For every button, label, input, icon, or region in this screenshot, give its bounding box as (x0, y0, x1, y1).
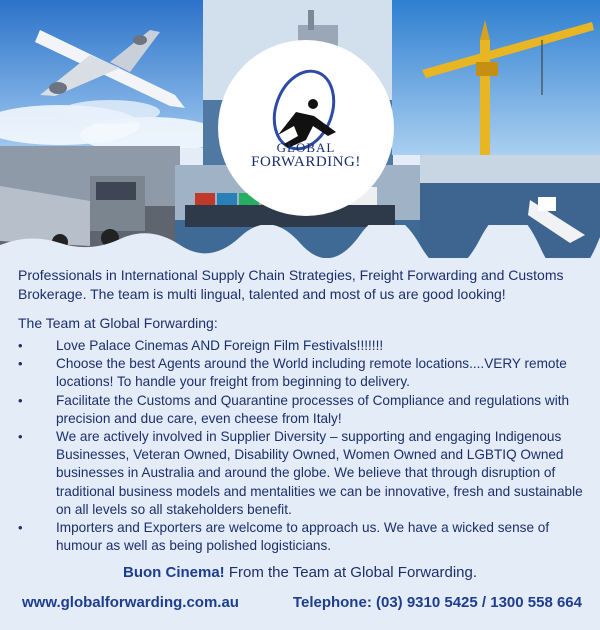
logo-text-bottom: FORWARDING! (251, 154, 361, 170)
closing-rest: From the Team at Global Forwarding. (224, 564, 477, 581)
intro-paragraph: Professionals in International Supply Chain Strategies, Freight Forwarding and Customs Brokerage. The team is multi lingual, talented and most of us are good looking! (18, 267, 564, 302)
website-link[interactable]: www.globalforwarding.com.au (22, 594, 239, 611)
list-item (18, 392, 584, 428)
closing-bold: Buon Cinema! (123, 564, 225, 581)
airplane-photo (0, 0, 205, 148)
list-item-text: We are actively involved in Supplier Diversity – supporting and engaging Indigenous Businesses, Veteran Owned, Disability Owned, Women Owned and LGBTIQ Owned businesses in Australia and around the globe. We believe that through disruption of traditional business models and mentalities we can be innovative, fresh and sustainable on all levels so all stakeholders benefit. (56, 429, 583, 517)
footer (22, 594, 582, 611)
photo-collage (0, 0, 600, 258)
list-item-text: Love Palace Cinemas AND Foreign Film Festivals!!!!!!! (56, 338, 384, 353)
list-item-text: Choose the best Agents around the World including remote locations....VERY remote locations! To handle your freight from beginning to delivery. (56, 356, 567, 390)
bullet-icon: • (18, 429, 23, 445)
logo-disc (218, 40, 394, 216)
crane-photo (392, 0, 600, 155)
list-item (18, 355, 584, 391)
list-item (18, 337, 584, 355)
team-heading: The Team at Global Forwarding: (18, 315, 218, 331)
bullet-icon: • (18, 356, 23, 372)
logo-text-top: GLOBAL (276, 140, 336, 155)
bullet-icon: • (18, 392, 23, 408)
phone-number: Telephone: (03) 9310 5425 / 1300 558 664 (292, 594, 582, 611)
logo-figure-icon (218, 40, 394, 216)
bullet-icon: • (18, 338, 23, 353)
content (18, 266, 584, 555)
bullet-icon: • (18, 520, 23, 536)
list-item (18, 428, 584, 519)
closing-line (0, 564, 600, 581)
list-item (18, 519, 584, 555)
bullet-list (18, 337, 584, 555)
list-item-text: Importers and Exporters are welcome to approach us. We have a wicked sense of humour as well as being polished logisticians. (56, 520, 550, 554)
list-item-text: Facilitate the Customs and Quarantine processes of Compliance and regulations with precision and due care, even cheese from Italy! (56, 392, 570, 426)
torn-edge (0, 225, 600, 258)
